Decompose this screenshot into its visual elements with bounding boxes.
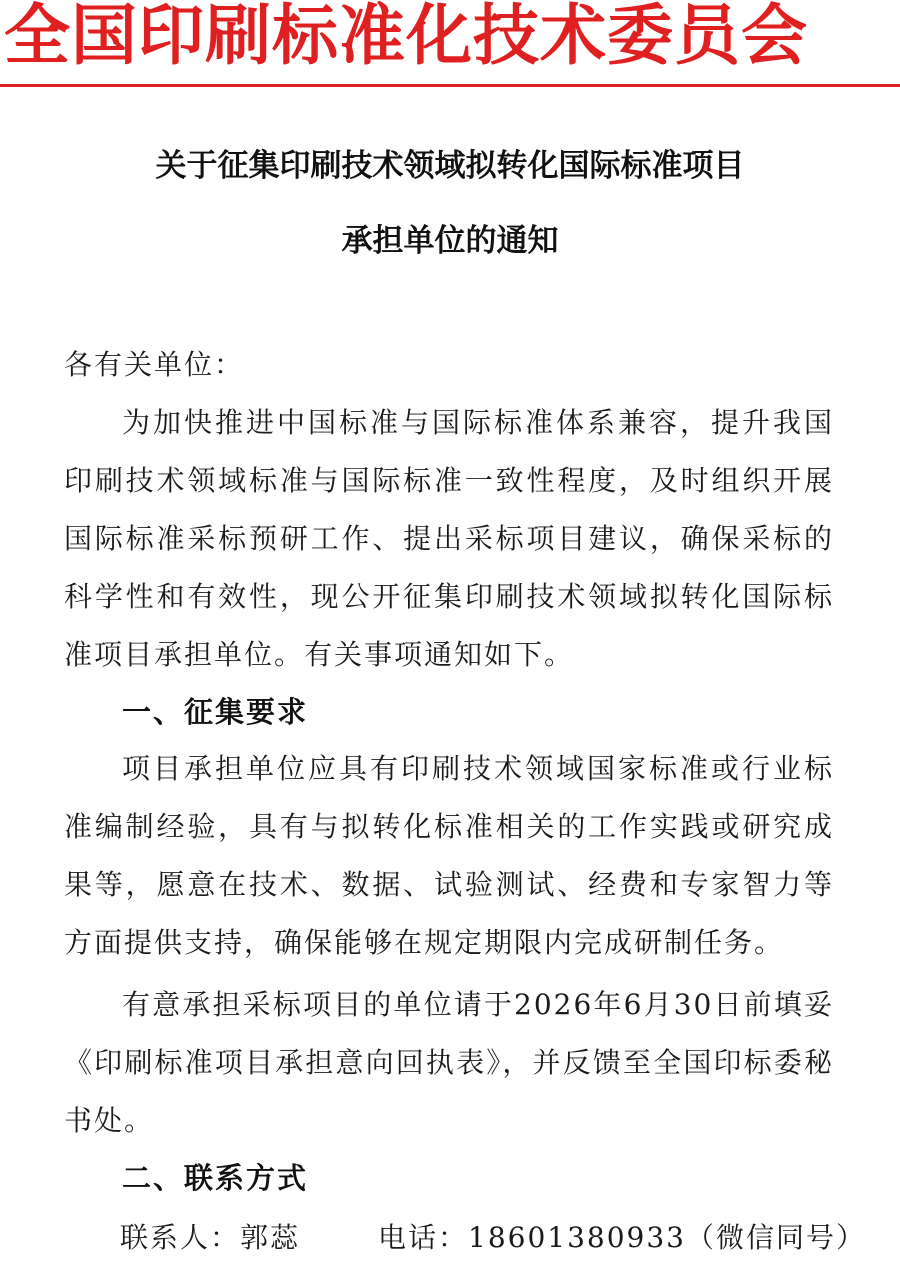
letterhead-rule [0, 84, 900, 87]
contact-row [120, 1216, 866, 1256]
section1-heading: 一、征集要求 [122, 695, 309, 729]
contact-phone: 电话：18601380933（微信同号） [378, 1221, 866, 1254]
section2-heading: 二、联系方式 [122, 1161, 309, 1195]
section1-paragraph2: 有意承担采标项目的单位请于2026年6月30日前填妥《印刷标准项目承担意向回执表》，并反馈至全国印标委秘书处。 [64, 988, 834, 1137]
document-title-line2: 承担单位的通知 [341, 223, 559, 259]
organization-name: 全国印刷标准化技术委员会 [4, 0, 808, 74]
intro-paragraph: 为加快推进中国标准与国际标准体系兼容，提升我国印刷技术领域标准与国际标准一致性程度，及时组织开展国际标准采标预研工作、提出采标项目建议，确保采标的科学性和有效性，现公开征集印刷技术领域拟转化国际标准项目承担单位。有关事项通知如下。 [64, 406, 834, 671]
letterhead [0, 0, 900, 92]
salutation: 各有关单位： [64, 348, 245, 381]
contact-person: 联系人：郭蕊 [120, 1221, 301, 1254]
document-title-line1: 关于征集印刷技术领域拟转化国际标准项目 [155, 148, 745, 184]
section1-paragraph1: 项目承担单位应具有印刷技术领域国家标准或行业标准编制经验，具有与拟转化标准相关的工作实践或研究成果等，愿意在技术、数据、试验测试、经费和专家智力等方面提供支持，确保能够在规定期限内完成研制任务。 [64, 752, 834, 959]
